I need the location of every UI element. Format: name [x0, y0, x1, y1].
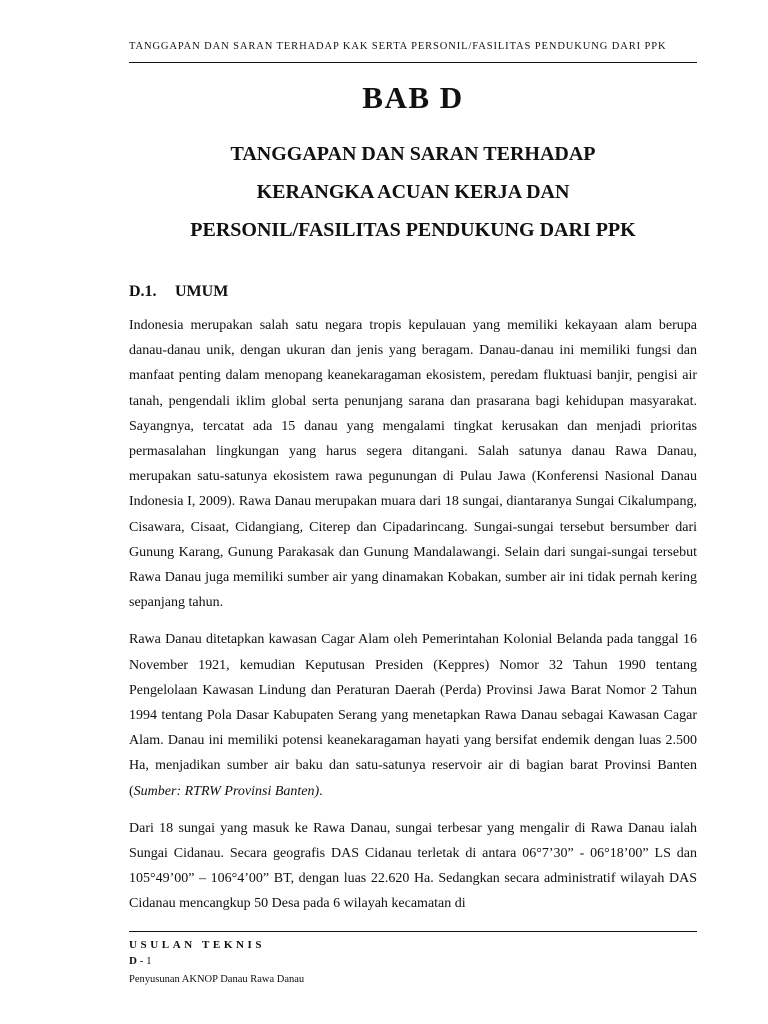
- chapter-title: [129, 135, 697, 249]
- header-divider: [129, 62, 697, 63]
- paragraph: Dari 18 sungai yang masuk ke Rawa Danau, sungai terbesar yang mengalir di Rawa Danau ialah Sungai Cidanau. Secara geografis DAS Cidanau terletak di antara 06°7’30” - 06°18’00” LS dan 105°49’00” – 106°4’00” BT, dengan luas 22.620 Ha. Sedangkan secara administratif wilayah DAS Cidanau mencangkup 50 Desa pada 6 wilayah kecamatan di: [129, 820, 697, 912]
- chapter-title-line: TANGGAPAN DAN SARAN TERHADAP: [230, 143, 596, 165]
- page-prefix: D: [129, 955, 137, 967]
- running-header: TANGGAPAN DAN SARAN TERHADAP KAK SERTA PERSONIL/FASILITAS PENDUKUNG DARI PPK: [129, 41, 667, 52]
- source-citation: Sumber: RTRW Provinsi Banten): [133, 783, 320, 799]
- paragraph-end: .: [319, 783, 323, 799]
- chapter-label: BAB D: [362, 80, 464, 115]
- section-number: D.1.: [129, 283, 157, 300]
- page-number: - 1: [136, 955, 152, 967]
- section-heading: [129, 283, 228, 301]
- footer-project-name: Penyusunan AKNOP Danau Rawa Danau: [129, 974, 305, 985]
- body-text: [129, 313, 697, 933]
- paragraph: [129, 627, 697, 803]
- footer-divider: [129, 931, 697, 932]
- footer-page-number: [129, 955, 152, 967]
- footer-document-type: USULAN TEKNIS: [129, 939, 266, 951]
- paragraph-text: Rawa Danau ditetapkan kawasan Cagar Alam oleh Pemerintahan Kolonial Belanda pada tanggal 16 November 1921, kemudian Keputusan Presiden (Keppres) Nomor 32 Tahun 1990 tentang Pengelolaan Kawasan Lindung dan Peraturan Daerah (Perda) Provinsi Jawa Barat Nomor 2 Tahun 1994 tentang Pola Dasar Kabupaten Serang yang menetapkan Rawa Danau sebagai Kawasan Cagar Alam. Danau ini memiliki potensi keanekaragaman hayati yang bersifat endemik dengan luas 2.500 Ha, menjadikan sumber air baku dan satu-satunya reservoir air di bagian barat Provinsi Banten (: [129, 632, 697, 799]
- paragraph: Indonesia merupakan salah satu negara tropis kepulauan yang memiliki kekayaan alam berupa danau-danau unik, dengan ukuran dan jenis yang beragam. Danau-danau ini memiliki fungsi dan manfaat penting dalam menopang keanekaragaman ekosistem, peredam fluktuasi banjir, pengisi air tanah, pengendali iklim global serta penunjang sarana dan prasarana bagi kehidupan masyarakat. Sayangnya, tercatat ada 15 danau yang mengalami tingkat kerusakan dan menjadi prioritas permasalahan lingkungan yang harus segera ditangani. Salah satunya danau Rawa Danau, merupakan satu-satunya ekosistem rawa pegunungan di Pulau Jawa (Konferensi Nasional Danau Indonesia I, 2009). Rawa Danau merupakan muara dari 18 sungai, diantaranya Sungai Cikalumpang, Cisawara, Cisaat, Cidangiang, Citerep dan Cipadarincang. Sungai-sungai tersebut bersumber dari Gunung Karang, Gunung Parakasak dan Gunung Mandalawangi. Selain dari sungai-sungai tersebut Rawa Danau juga memiliki sumber air yang dinamakan Kobakan, sumber air ini tidak pernah kering sepanjang tahun.: [129, 318, 697, 611]
- section-title: UMUM: [175, 283, 229, 300]
- chapter-title-line: KERANGKA ACUAN KERJA DAN: [256, 181, 570, 203]
- chapter-title-line: PERSONIL/FASILITAS PENDUKUNG DARI PPK: [190, 219, 636, 241]
